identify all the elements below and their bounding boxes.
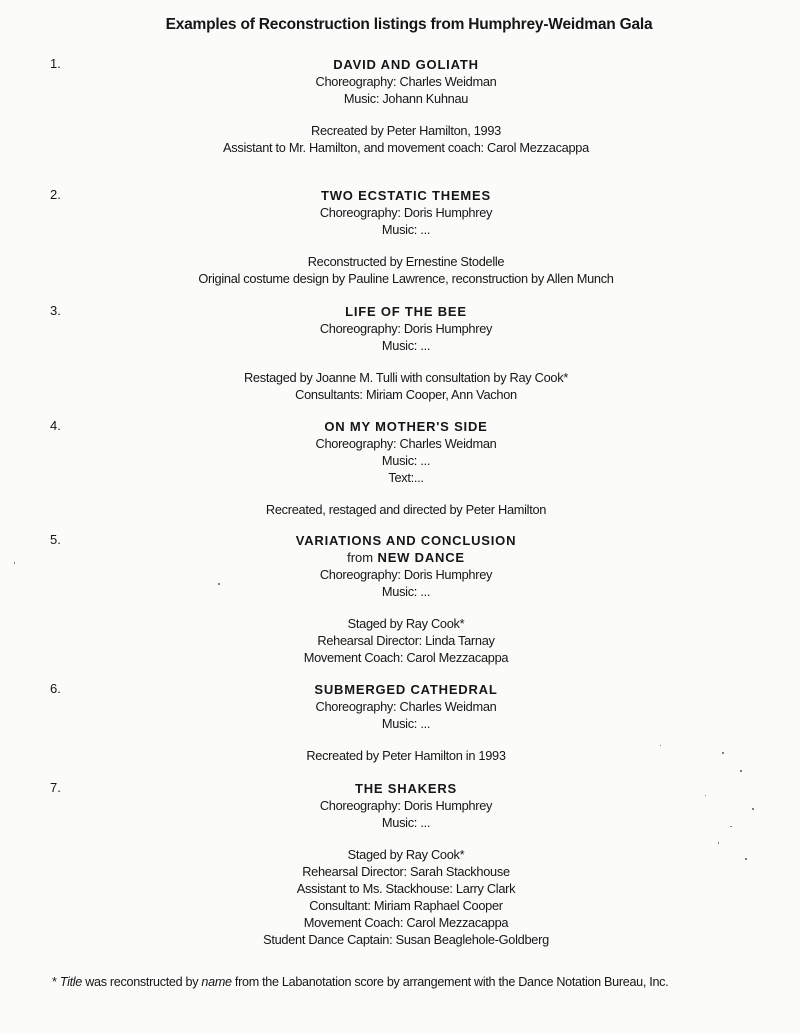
- credit-line: Music: ...: [381, 584, 431, 599]
- listing-entry: [0, 303, 800, 403]
- listing-entry: [0, 532, 800, 666]
- entry-number: 1.: [50, 56, 61, 71]
- credit-line: Music: Johann Kuhnau: [343, 91, 469, 106]
- credit-line: Music: ...: [381, 222, 431, 237]
- credit-line: Choreography: Charles Weidman: [315, 436, 497, 451]
- credit-line: Choreography: Charles Weidman: [315, 74, 497, 89]
- entry-credits-block: [0, 681, 800, 764]
- entry-credits-block: [0, 532, 800, 666]
- credit-line: Music: ...: [381, 338, 431, 353]
- staging-line: Staged by Ray Cook*: [347, 616, 465, 631]
- entry-number: 3.: [50, 303, 61, 318]
- staging-line: Reconstructed by Ernestine Stodelle: [307, 254, 505, 269]
- from-prefix: from: [347, 550, 374, 565]
- listing-entry: [0, 56, 800, 156]
- entry-number: 2.: [50, 187, 61, 202]
- listing-entry: [0, 418, 800, 518]
- entry-number: 6.: [50, 681, 61, 696]
- staging-line: Rehearsal Director: Sarah Stackhouse: [302, 864, 510, 879]
- footnote-text: from the Labanotation score by arrangement with the Dance Notation Bureau, Inc.: [234, 975, 669, 989]
- staging-line: Student Dance Captain: Susan Beaglehole-Goldberg: [263, 932, 549, 947]
- from-work-title: NEW DANCE: [377, 550, 465, 565]
- footnote-emphasis-title: Title: [59, 975, 82, 989]
- staging-line: Movement Coach: Carol Mezzacappa: [303, 915, 509, 930]
- footnote-text: was reconstructed by: [85, 975, 199, 989]
- staging-line: Rehearsal Director: Linda Tarnay: [317, 633, 495, 648]
- staging-line: Recreated by Peter Hamilton in 1993: [306, 748, 506, 763]
- staging-line: Staged by Ray Cook*: [347, 847, 465, 862]
- page-title: Examples of Reconstruction listings from Humphrey-Weidman Gala: [165, 16, 653, 33]
- staging-line: Restaged by Joanne M. Tulli with consultation by Ray Cook*: [243, 370, 569, 385]
- entry-credits-block: [0, 56, 800, 156]
- staging-line: Recreated by Peter Hamilton, 1993: [311, 123, 501, 138]
- staging-line: Original costume design by Pauline Lawrence, reconstruction by Allen Munch: [198, 271, 614, 286]
- footnote-asterisk: *: [52, 975, 57, 989]
- footnote: [52, 973, 764, 991]
- footnote-emphasis-name: name: [201, 975, 232, 989]
- credit-line: Choreography: Doris Humphrey: [319, 321, 493, 336]
- dance-title: LIFE OF THE BEE: [345, 304, 467, 319]
- dance-title: TWO ECSTATIC THEMES: [321, 188, 491, 203]
- staging-line: Assistant to Mr. Hamilton, and movement coach: Carol Mezzacappa: [223, 140, 589, 155]
- staging-line: Recreated, restaged and directed by Peter Hamilton: [265, 502, 547, 517]
- entry-credits-block: [0, 780, 800, 948]
- entry-number: 7.: [50, 780, 61, 795]
- listing-entry: [0, 681, 800, 764]
- staging-line: Assistant to Ms. Stackhouse: Larry Clark: [296, 881, 516, 896]
- listing-entry: [0, 187, 800, 287]
- entry-credits-block: [0, 187, 800, 287]
- credit-line: Music: ...: [381, 453, 431, 468]
- credit-line: Choreography: Doris Humphrey: [319, 567, 493, 582]
- dance-title: VARIATIONS AND CONCLUSION: [295, 533, 517, 548]
- listing-entry: [0, 780, 800, 948]
- entry-number: 5.: [50, 532, 61, 547]
- entry-credits-block: [0, 418, 800, 518]
- dance-title: DAVID AND GOLIATH: [333, 57, 479, 72]
- dance-title: ON MY MOTHER'S SIDE: [324, 419, 488, 434]
- from-work-line: [12, 549, 800, 566]
- entry-credits-block: [0, 303, 800, 403]
- credit-line: Choreography: Doris Humphrey: [319, 205, 493, 220]
- dance-title: THE SHAKERS: [355, 781, 457, 796]
- credit-line: Music: ...: [381, 815, 431, 830]
- staging-line: Movement Coach: Carol Mezzacappa: [303, 650, 509, 665]
- credit-line: Text:...: [388, 470, 424, 485]
- credit-line: Choreography: Doris Humphrey: [319, 798, 493, 813]
- staging-line: Consultants: Miriam Cooper, Ann Vachon: [295, 387, 517, 402]
- staging-line: Consultant: Miriam Raphael Cooper: [309, 898, 503, 913]
- credit-line: Music: ...: [381, 716, 431, 731]
- credit-line: Choreography: Charles Weidman: [315, 699, 497, 714]
- entry-number: 4.: [50, 418, 61, 433]
- dance-title: SUBMERGED CATHEDRAL: [314, 682, 498, 697]
